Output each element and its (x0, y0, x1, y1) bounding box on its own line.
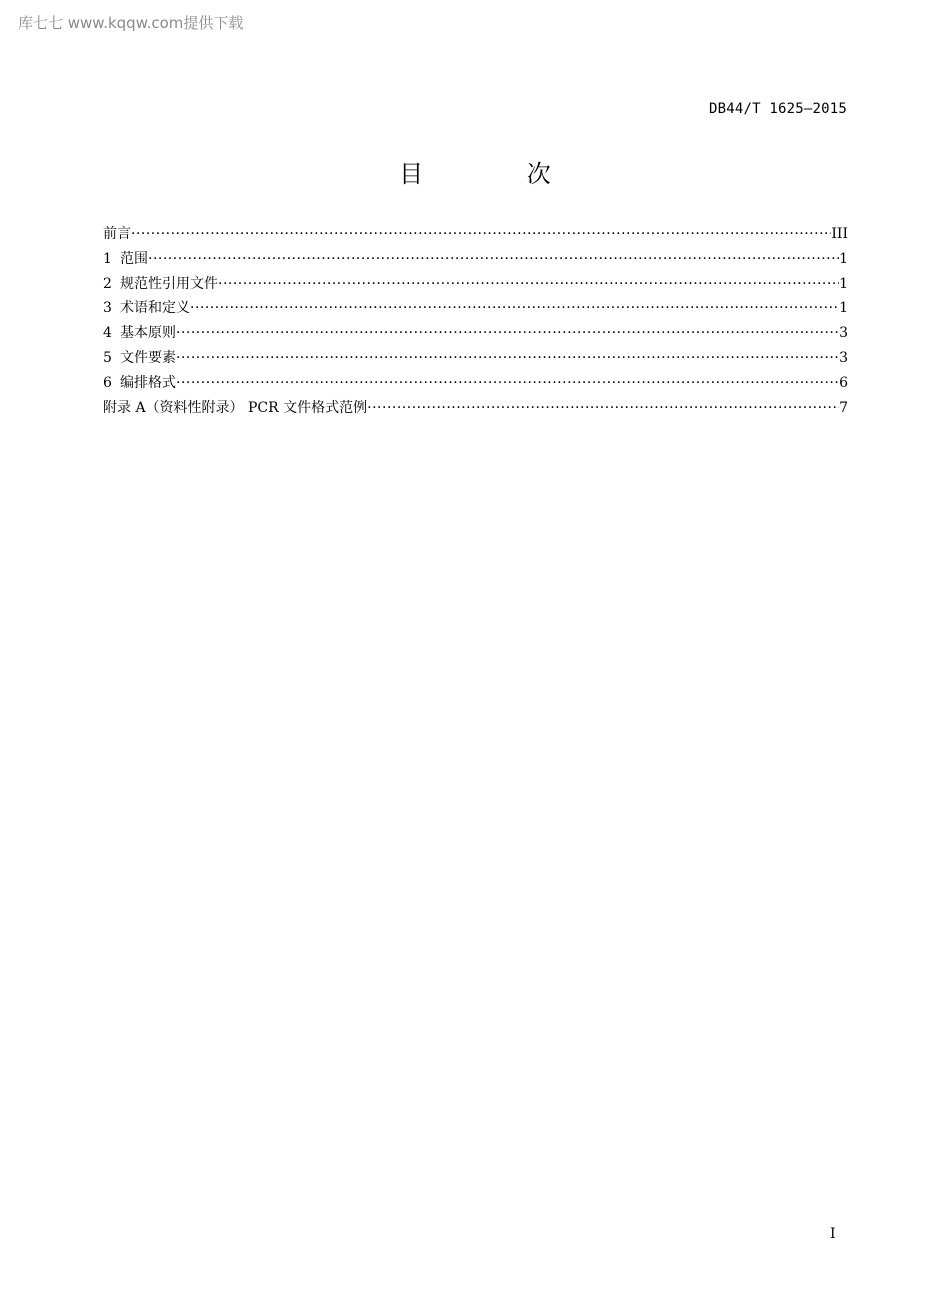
standard-code: DB44/T 1625—2015 (708, 101, 847, 117)
toc-dot-leader (190, 298, 839, 318)
toc-entry-label (103, 298, 190, 318)
toc-entry-label (103, 373, 176, 393)
toc-dot-leader (176, 348, 839, 368)
toc-entry-title: 编排格式 (120, 374, 176, 391)
page-title: 目 次 (399, 160, 599, 188)
toc-entry-title: 术语和定义 (120, 300, 190, 317)
toc-entry-label (103, 224, 131, 244)
toc-entry-title: 前言 (103, 226, 131, 242)
toc-entry-title: 文件要素 (120, 349, 176, 366)
toc-dot-leader (148, 249, 839, 269)
toc-entry-page: III (831, 226, 848, 242)
toc-entry-label (103, 348, 176, 368)
table-of-contents (103, 224, 848, 422)
toc-entry-layout-format[interactable] (103, 373, 848, 398)
toc-entry-normative-references[interactable] (103, 274, 848, 299)
toc-entry-page: 1 (839, 300, 848, 317)
toc-dot-leader (176, 323, 839, 343)
toc-entry-basic-principles[interactable] (103, 323, 848, 348)
toc-entry-number: 1 (103, 250, 112, 267)
toc-entry-document-elements[interactable] (103, 348, 848, 373)
toc-entry-appendix-a[interactable] (103, 398, 848, 423)
toc-entry-label (103, 323, 176, 343)
watermark-text: 库七七 www.kqqw.com提供下载 (18, 14, 244, 32)
toc-dot-leader (176, 373, 839, 393)
toc-entry-number: 4 (103, 325, 112, 342)
toc-entry-page: 1 (839, 250, 848, 267)
toc-entry-title: 基本原则 (120, 325, 176, 342)
toc-dot-leader (131, 224, 831, 244)
toc-entry-page: 3 (839, 325, 848, 342)
toc-entry-page: 1 (839, 275, 848, 292)
toc-dot-leader (367, 398, 839, 418)
toc-entry-number: 3 (103, 300, 112, 317)
toc-entry-title: 规范性引用文件 (120, 275, 218, 292)
toc-entry-page: 6 (839, 374, 848, 391)
toc-entry-label (103, 274, 218, 294)
page-number: I (830, 1226, 836, 1242)
toc-entry-label (103, 249, 148, 269)
toc-entry-page: 3 (839, 349, 848, 366)
toc-entry-title: 范围 (120, 250, 148, 267)
toc-entry-foreword[interactable] (103, 224, 848, 249)
toc-entry-page: 7 (839, 399, 848, 416)
toc-entry-label (103, 398, 367, 418)
toc-entry-title: 附录 A（资料性附录） PCR 文件格式范例 (103, 399, 368, 416)
toc-dot-leader (218, 274, 839, 294)
toc-entry-number: 5 (103, 349, 112, 366)
toc-entry-terms-definitions[interactable] (103, 298, 848, 323)
toc-entry-number: 6 (103, 374, 112, 391)
toc-entry-scope[interactable] (103, 249, 848, 274)
toc-entry-number: 2 (103, 275, 112, 292)
